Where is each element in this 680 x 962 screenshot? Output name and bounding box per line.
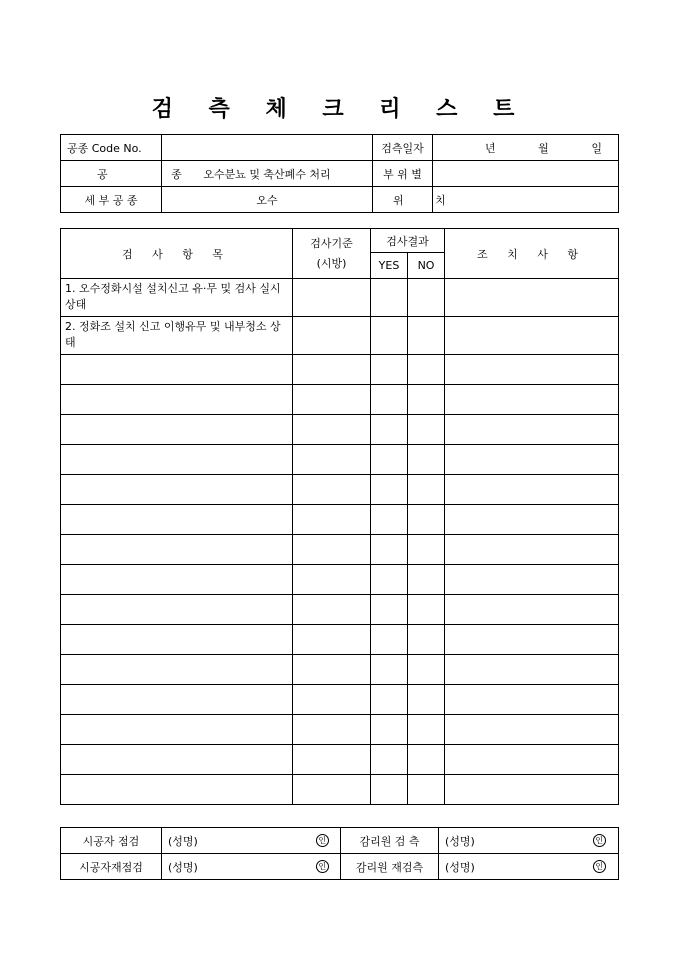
part-field[interactable]: [433, 161, 619, 187]
check-no[interactable]: [408, 475, 445, 505]
supervisor-recheck-label: 감리원 재검측: [341, 854, 439, 880]
check-item: [61, 415, 293, 445]
table-row: [61, 535, 619, 565]
work-code-label: 공종 Code No.: [61, 135, 162, 161]
contractor-recheck-seal: [305, 854, 341, 880]
supervisor-recheck-name[interactable]: (성명): [439, 854, 581, 880]
check-action[interactable]: [445, 625, 619, 655]
check-standard[interactable]: [293, 595, 371, 625]
check-standard[interactable]: [293, 715, 371, 745]
check-standard[interactable]: [293, 535, 371, 565]
page-title: 검 측 체 크 리 스 트: [151, 96, 529, 122]
check-yes[interactable]: [371, 279, 408, 317]
work-code-field[interactable]: [162, 135, 373, 161]
seal-icon: 인: [316, 834, 329, 847]
check-standard[interactable]: [293, 385, 371, 415]
table-row: [61, 595, 619, 625]
check-yes[interactable]: [371, 595, 408, 625]
check-standard[interactable]: [293, 279, 371, 317]
header-no: NO: [408, 253, 445, 279]
check-action[interactable]: [445, 355, 619, 385]
check-yes[interactable]: [371, 715, 408, 745]
check-no[interactable]: [408, 685, 445, 715]
table-row: [61, 625, 619, 655]
check-yes[interactable]: [371, 655, 408, 685]
table-row: [61, 685, 619, 715]
date-month-label: 월: [538, 141, 549, 155]
work-type-field[interactable]: 오수분뇨 및 축산폐수 처리: [162, 161, 373, 187]
info-row-code: [61, 135, 619, 161]
info-table: [60, 134, 619, 213]
header-standard-line1: 검사기준: [310, 236, 353, 250]
signature-row-check: [61, 828, 619, 854]
seal-icon: 인: [316, 860, 329, 873]
check-no[interactable]: [408, 775, 445, 805]
check-action[interactable]: [445, 655, 619, 685]
check-yes[interactable]: [371, 505, 408, 535]
checklist-header-row-1: [61, 229, 619, 253]
check-yes[interactable]: [371, 445, 408, 475]
location-field[interactable]: [433, 187, 619, 213]
check-item: [61, 445, 293, 475]
supervisor-check-seal: [581, 828, 619, 854]
header-item: 검 사 항 목: [61, 229, 293, 279]
header-action: 조 치 사 항: [445, 229, 619, 279]
supervisor-check-name[interactable]: (성명): [439, 828, 581, 854]
check-item: [61, 715, 293, 745]
check-standard[interactable]: [293, 625, 371, 655]
sub-work-field[interactable]: 오수: [162, 187, 373, 213]
check-item: [61, 655, 293, 685]
header-standard: [293, 229, 371, 279]
check-yes[interactable]: [371, 385, 408, 415]
check-no[interactable]: [408, 279, 445, 317]
header-result: 검사결과: [371, 229, 445, 253]
check-standard[interactable]: [293, 445, 371, 475]
info-row-work-type: [61, 161, 619, 187]
seal-icon: 인: [593, 834, 606, 847]
table-row: [61, 655, 619, 685]
check-standard[interactable]: [293, 415, 371, 445]
check-item: [61, 775, 293, 805]
check-no[interactable]: [408, 385, 445, 415]
checklist-rows: [61, 279, 619, 805]
table-row: [61, 415, 619, 445]
supervisor-check-label: 감리원 검 측: [341, 828, 439, 854]
check-action[interactable]: [445, 745, 619, 775]
check-yes[interactable]: [371, 565, 408, 595]
check-no[interactable]: [408, 505, 445, 535]
check-item: [61, 745, 293, 775]
table-row: [61, 505, 619, 535]
check-no[interactable]: [408, 745, 445, 775]
contractor-check-seal: [305, 828, 341, 854]
check-no[interactable]: [408, 415, 445, 445]
check-action[interactable]: [445, 565, 619, 595]
table-row: [61, 565, 619, 595]
table-row: [61, 355, 619, 385]
check-no[interactable]: [408, 535, 445, 565]
check-item: [61, 475, 293, 505]
table-row: [61, 317, 619, 355]
table-row: [61, 385, 619, 415]
signature-table: [60, 827, 619, 880]
check-action[interactable]: [445, 445, 619, 475]
supervisor-recheck-seal: [581, 854, 619, 880]
check-item: [61, 565, 293, 595]
check-no[interactable]: [408, 715, 445, 745]
check-action[interactable]: [445, 475, 619, 505]
work-type-label: 공 종: [61, 161, 162, 187]
check-standard[interactable]: [293, 655, 371, 685]
inspection-date-field[interactable]: [433, 135, 619, 161]
check-yes[interactable]: [371, 745, 408, 775]
check-item: 1. 오수정화시설 설치신고 유·무 및 검사 실시 상태: [61, 279, 293, 317]
check-yes[interactable]: [371, 355, 408, 385]
sub-work-label: 세 부 공 종: [61, 187, 162, 213]
seal-icon: 인: [593, 860, 606, 873]
check-item: [61, 535, 293, 565]
table-row: [61, 775, 619, 805]
check-action[interactable]: [445, 685, 619, 715]
check-action[interactable]: [445, 279, 619, 317]
header-yes: YES: [371, 253, 408, 279]
location-label: 위 치: [373, 187, 433, 213]
signature-row-recheck: [61, 854, 619, 880]
check-no[interactable]: [408, 625, 445, 655]
check-yes[interactable]: [371, 415, 408, 445]
check-yes[interactable]: [371, 685, 408, 715]
check-no[interactable]: [408, 565, 445, 595]
check-standard[interactable]: [293, 775, 371, 805]
check-yes[interactable]: [371, 317, 408, 355]
info-row-sub-work: [61, 187, 619, 213]
check-action[interactable]: [445, 505, 619, 535]
check-no[interactable]: [408, 317, 445, 355]
check-standard[interactable]: [293, 505, 371, 535]
date-day-label: 일: [591, 141, 602, 155]
check-standard[interactable]: [293, 685, 371, 715]
table-row: [61, 715, 619, 745]
check-action[interactable]: [445, 535, 619, 565]
contractor-recheck-label: 시공자재점검: [61, 854, 162, 880]
table-row: [61, 279, 619, 317]
contractor-recheck-name[interactable]: (성명): [162, 854, 305, 880]
check-item: [61, 355, 293, 385]
check-item: [61, 625, 293, 655]
check-standard[interactable]: [293, 745, 371, 775]
table-row: [61, 745, 619, 775]
contractor-check-label: 시공자 점검: [61, 828, 162, 854]
date-year-label: 년: [485, 141, 496, 155]
check-yes[interactable]: [371, 475, 408, 505]
check-standard[interactable]: [293, 355, 371, 385]
table-row: [61, 445, 619, 475]
check-item: [61, 595, 293, 625]
check-item: [61, 385, 293, 415]
check-item: [61, 505, 293, 535]
checklist-table: [60, 228, 619, 805]
part-label: 부 위 별: [373, 161, 433, 187]
check-no[interactable]: [408, 595, 445, 625]
check-standard[interactable]: [293, 475, 371, 505]
table-row: [61, 475, 619, 505]
check-action[interactable]: [445, 715, 619, 745]
check-action[interactable]: [445, 415, 619, 445]
check-no[interactable]: [408, 355, 445, 385]
check-yes[interactable]: [371, 775, 408, 805]
header-standard-line2: (시방): [316, 256, 347, 270]
check-action[interactable]: [445, 595, 619, 625]
check-action[interactable]: [445, 775, 619, 805]
check-standard[interactable]: [293, 565, 371, 595]
contractor-check-name[interactable]: (성명): [162, 828, 305, 854]
check-item: [61, 685, 293, 715]
check-item: 2. 정화조 설치 신고 이행유무 및 내부청소 상태: [61, 317, 293, 355]
inspection-date-label: 검측일자: [373, 135, 433, 161]
check-yes[interactable]: [371, 535, 408, 565]
check-yes[interactable]: [371, 625, 408, 655]
check-standard[interactable]: [293, 317, 371, 355]
check-action[interactable]: [445, 317, 619, 355]
check-action[interactable]: [445, 385, 619, 415]
check-no[interactable]: [408, 655, 445, 685]
check-no[interactable]: [408, 445, 445, 475]
